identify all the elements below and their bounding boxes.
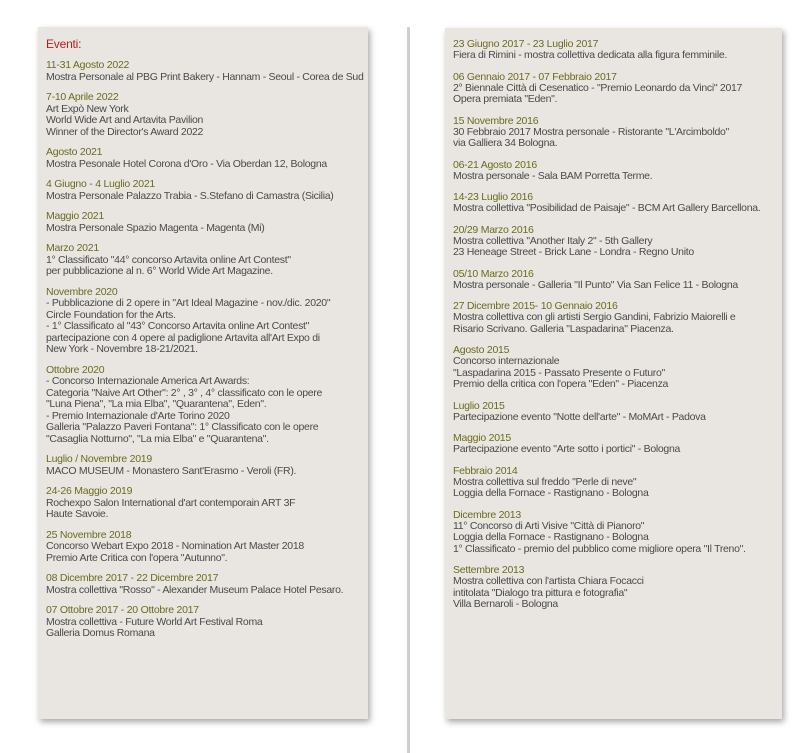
events-panel-left [38, 27, 368, 719]
event-description-line: - Pubblicazione di 2 opere in "Art Ideal Magazine - nov./dic. 2020" [46, 297, 331, 309]
event-description-line: Partecipazione evento "Notte dell'arte" - MoMArt - Padova [453, 410, 706, 423]
event-description-line: 1° Classificato "44° concorso Artavita online Art Contest" [46, 253, 291, 266]
event-description-line: Loggia della Fornace - Rastignano - Bologna [453, 531, 649, 543]
event-description-line: Premio Arte Critica con l'opera "Autunno". [46, 551, 228, 564]
event-entry [453, 344, 774, 391]
event-date: Novembre 2020 [46, 285, 118, 298]
event-description-line: Premio della critica con l'opera "Eden" - Piacenza [453, 378, 669, 390]
events-panel-right [445, 28, 782, 719]
event-entry [46, 91, 360, 138]
events-list-left [46, 59, 364, 640]
event-entry [46, 453, 360, 477]
event-date: 7-10 Aprile 2022 [46, 91, 119, 103]
event-description-line: Risario Scrivano. Galleria "Laspadarina" Piacenza. [453, 322, 674, 335]
event-date: Luglio / Novembre 2019 [46, 453, 152, 465]
column-divider [407, 27, 410, 753]
event-description-line: Loggia della Fornace - Rastignano - Bologna [453, 487, 649, 499]
event-description-line: - Premio Internazionale d'Arte Torino 2020 [46, 409, 230, 422]
event-date: 06-21 Agosto 2016 [453, 158, 537, 171]
event-entry [453, 268, 774, 292]
events-list-right [453, 38, 774, 611]
event-entry [453, 465, 774, 500]
event-description-line: - 1° Classificato al "43° Concorso Artavita online Art Contest" [46, 320, 310, 332]
event-date: 15 Novembre 2016 [453, 114, 539, 127]
event-description-line: Circle Foundation for the Arts. [46, 308, 176, 321]
event-date: Dicembre 2013 [453, 508, 521, 521]
event-description-line: partecipazione con 4 opere al padiglione Artavita all'Art Expo di [46, 331, 320, 344]
event-entry [453, 400, 774, 424]
event-description-line: Galleria "Palazzo Paveri Fontana": 1° Classificato con le opere [46, 421, 319, 433]
event-date: Agosto 2015 [453, 344, 510, 356]
event-description-line: 30 Febbraio 2017 Mostra personale - Ristorante "L'Arcimboldo" [453, 125, 729, 138]
event-description-line: Mostra collettiva con gli artisti Sergio Gandini, Fabrizio Maiorelli e [453, 311, 736, 323]
event-date: Agosto 2021 [46, 146, 103, 158]
event-description-line: Mostra personale - Galleria "Il Punto" Via San Felice 11 - Bologna [453, 278, 738, 291]
event-description-line: Categoria "Naive Art Other": 2° , 3° , 4° classificato con le opere [46, 386, 323, 399]
event-description-line: Art Expò New York [46, 102, 129, 115]
event-description-line: "Luna Piena", "La mia Elba", "Quarantena", Eden". [46, 398, 267, 410]
event-description-line: Mostra collettiva "Posibilidad de Paisaje" - BCM Art Gallery Barcellona. [453, 202, 761, 214]
event-description-line: 2° Biennale Città di Cesenatico - "Premio Leonardo da Vinci" 2017 [453, 81, 743, 94]
event-description-line: Villa Bernaroli - Bologna [453, 598, 558, 610]
event-description-line: World Wide Art and Artavita Pavilion [46, 114, 204, 126]
event-description-line: 1° Classificato - premio del pubblico come migliore opera "Il Treno". [453, 542, 746, 555]
event-date: 05/10 Marzo 2016 [453, 267, 534, 280]
event-entry [46, 529, 360, 565]
event-description-line: per pubblicazione al n. 6° World Wide Art Magazine. [46, 265, 273, 277]
event-entry [453, 300, 774, 335]
event-entry [453, 191, 774, 215]
event-entry [46, 286, 360, 356]
event-description-line: Mostra Personale al PBG Print Bakery - Hannam - Seoul - Corea de Sud [46, 70, 364, 83]
event-date: 4 Giugno - 4 Luglio 2021 [46, 178, 156, 190]
event-date: 08 Dicembre 2017 - 22 Dicembre 2017 [46, 572, 219, 584]
event-entry [46, 364, 360, 446]
event-entry [46, 242, 360, 278]
event-entry [453, 115, 774, 150]
event-description-line: Mostra personale - Sala BAM Porretta Terme. [453, 169, 653, 182]
event-description-line: Concorso Webart Expo 2018 - Nomination Art Master 2018 [46, 540, 304, 552]
event-date: 23 Giugno 2017 - 23 Luglio 2017 [453, 38, 599, 50]
event-description-line: Mostra Personale Palazzo Trabia - S.Stefano di Camastra (Sicilia) [46, 189, 334, 202]
event-description-line: "Laspadarina 2015 - Passato Presente o Futuro" [453, 366, 665, 379]
event-description-line: Mostra collettiva - Future World Art Festival Roma [46, 615, 263, 628]
event-entry [46, 604, 360, 640]
event-description-line: 23 Heneage Street - Brick Lane - Londra - Regno Unito [453, 246, 694, 258]
event-entry [453, 38, 774, 62]
event-date: 14-23 Luglio 2016 [453, 191, 533, 203]
event-description-line: New York - Novembre 18-21/2021. [46, 343, 198, 355]
event-description-line: Winner of the Director's Award 2022 [46, 125, 204, 138]
event-entry [453, 71, 774, 106]
event-description-line: Partecipazione evento "Arte sotto i portici" - Bologna [453, 443, 681, 455]
event-date: 27 Dicembre 2015- 10 Gennaio 2016 [453, 300, 618, 312]
event-description-line: Rochexpo Salon International d'art contemporain ART 3F [46, 496, 296, 509]
event-entry [46, 146, 360, 170]
event-date: 06 Gennaio 2017 - 07 Febbraio 2017 [453, 70, 617, 83]
event-date: Settembre 2013 [453, 564, 525, 576]
event-date: 24-26 Maggio 2019 [46, 485, 133, 497]
event-entry [453, 224, 774, 259]
event-entry [46, 485, 360, 521]
event-date: Marzo 2021 [46, 242, 99, 254]
event-description-line: - Concorso Internazionale America Art Awards: [46, 375, 250, 387]
event-entry [46, 210, 360, 234]
event-description-line: Mostra collettiva con l'artista Chiara Focacci [453, 575, 644, 587]
event-description-line: Fiera di Rimini - mostra collettiva dedicata alla figura femminile. [453, 49, 728, 61]
events-heading: Eventi: [46, 37, 82, 51]
event-date: 11-31 Agosto 2022 [46, 59, 130, 71]
event-date: Febbraio 2014 [453, 464, 518, 477]
event-entry [453, 564, 774, 611]
event-description-line: Concorso internazionale [453, 355, 560, 367]
event-description-line: Mostra Pesonale Hotel Corona d'Oro - Via Oberdan 12, Bologna [46, 157, 327, 170]
event-entry [46, 572, 360, 596]
event-entry [453, 509, 774, 556]
event-date: Maggio 2015 [453, 432, 511, 444]
event-description-line: Mostra collettiva sul freddo "Perle di neve" [453, 475, 637, 488]
event-description-line: Mostra collettiva "Another Italy 2" - 5th Gallery [453, 234, 653, 247]
event-date: 20/29 Marzo 2016 [453, 223, 534, 236]
event-date: 25 Novembre 2018 [46, 528, 132, 541]
event-description-line: via Galliera 34 Bologna. [453, 137, 558, 149]
event-description-line: Mostra Personale Spazio Magenta - Magenta (Mi) [46, 221, 265, 234]
event-description-line: Opera premiata "Eden". [453, 93, 558, 105]
event-date: Maggio 2021 [46, 210, 104, 222]
event-entry [453, 432, 774, 456]
event-date: 07 Ottobre 2017 - 20 Ottobre 2017 [46, 604, 199, 616]
event-description-line: 11° Concorso di Arti Visive "Città di Pianoro" [453, 519, 645, 532]
event-description-line: MACO MUSEUM - Monastero Sant'Erasmo - Veroli (FR). [46, 464, 297, 477]
event-description-line: Galleria Domus Romana [46, 627, 155, 639]
event-entry [46, 59, 364, 83]
event-entry [453, 159, 774, 183]
event-entry [46, 178, 360, 202]
event-date: Ottobre 2020 [46, 363, 105, 376]
event-description-line: intitolata "Dialogo tra pittura e fotografia" [453, 586, 628, 599]
event-description-line: Haute Savoie. [46, 508, 109, 520]
event-description-line: "Casaglia Notturno", "La mia Elba" e "Quarantena". [46, 432, 269, 445]
event-date: Luglio 2015 [453, 399, 505, 412]
event-description-line: Mostra collettiva "Rosso" - Alexander Museum Palace Hotel Pesaro. [46, 583, 344, 596]
